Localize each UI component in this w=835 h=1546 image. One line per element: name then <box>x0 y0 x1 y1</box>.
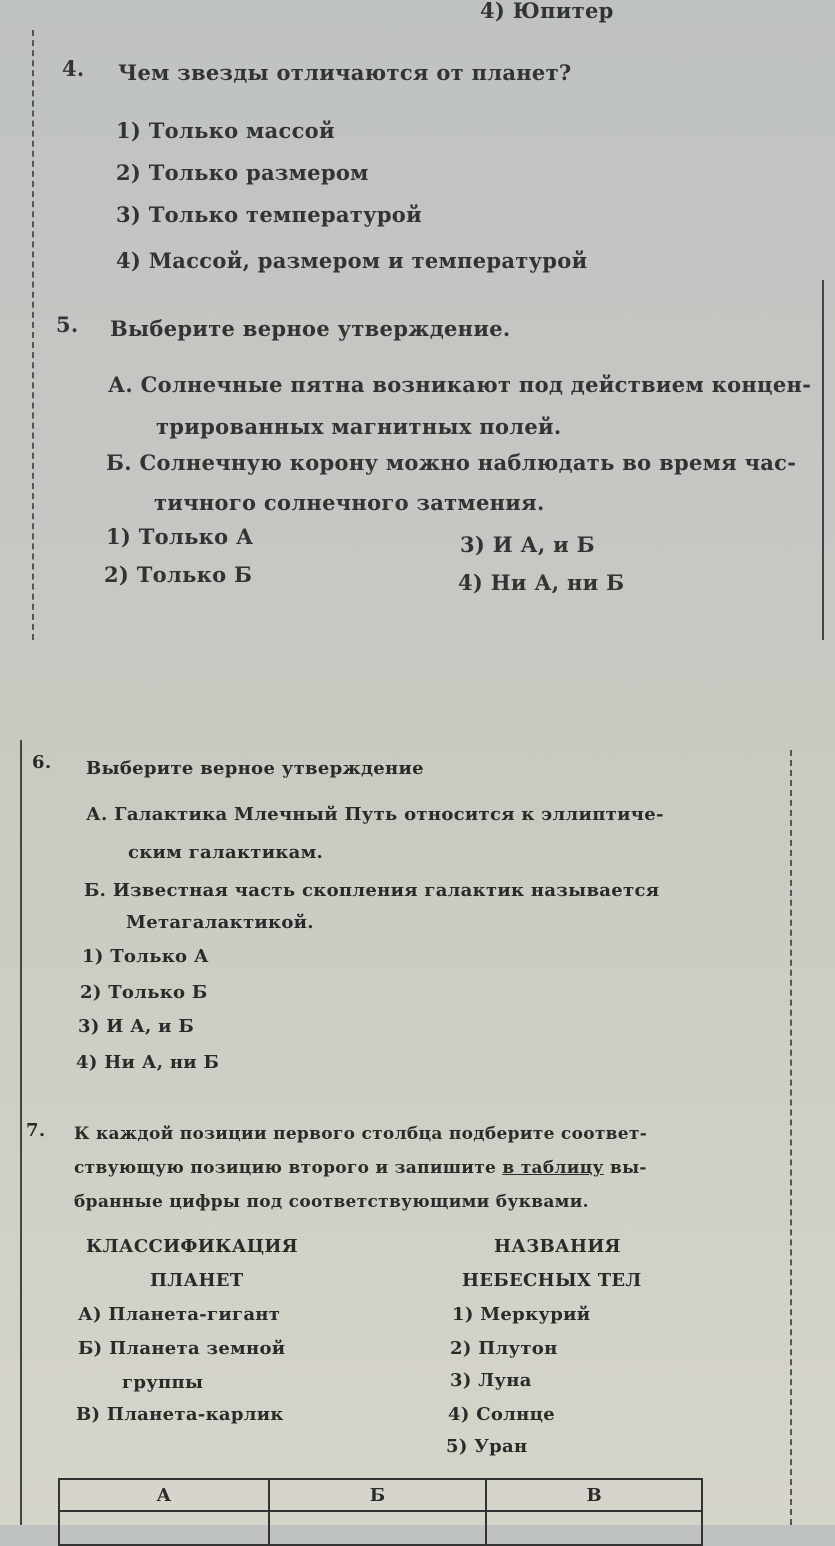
answer-cell-a[interactable] <box>59 1511 269 1545</box>
answer-table <box>58 1478 703 1546</box>
answer-option: 2) Только размером <box>116 160 369 185</box>
table-header-b: Б <box>269 1479 487 1511</box>
page-margin-right-top <box>822 280 824 640</box>
left-column-header-2: ПЛАНЕТ <box>150 1270 244 1291</box>
page-margin-dashes-bottom <box>790 750 792 1525</box>
right-item: 2) Плутон <box>450 1338 558 1359</box>
question-text: Чем звезды отличаются от планет? <box>118 60 572 85</box>
question-text: Выберите верное утверждение. <box>110 316 511 341</box>
statement-a: А. Солнечные пятна возникают под действием концен- <box>108 372 812 397</box>
statement-b-cont: тичного солнечного затмения. <box>154 490 545 515</box>
answer-option: 2) Только Б <box>104 562 253 587</box>
question-number: 5. <box>56 312 79 337</box>
left-item-cont: группы <box>122 1372 204 1393</box>
answer-option: 4) Ни А, ни Б <box>76 1052 220 1073</box>
underlined-text: в таблицу <box>502 1158 604 1178</box>
left-item: А) Планета-гигант <box>78 1304 281 1325</box>
question-number: 4. <box>62 56 85 81</box>
answer-cell-b[interactable] <box>269 1511 487 1545</box>
answer-cell-v[interactable] <box>486 1511 702 1545</box>
statement-a-cont: трированных магнитных полей. <box>156 414 562 439</box>
answer-option: 4) Массой, размером и температурой <box>116 248 588 273</box>
answer-option: 1) Только массой <box>116 118 335 143</box>
statement-b-cont: Метагалактикой. <box>126 912 314 933</box>
text: ствующую позицию второго и запишите <box>74 1158 503 1178</box>
page-margin-left-bottom <box>20 740 22 1525</box>
right-column-header: НАЗВАНИЯ <box>494 1236 621 1257</box>
question-number: 6. <box>32 752 52 773</box>
statement-a-cont: ским галактикам. <box>128 842 324 863</box>
right-item: 1) Меркурий <box>452 1304 591 1325</box>
page-margin-dashes-top <box>32 30 34 640</box>
table-header-a: А <box>59 1479 269 1511</box>
right-item: 3) Луна <box>450 1370 532 1391</box>
right-item: 5) Уран <box>446 1436 528 1457</box>
question-text-line2 <box>74 1158 647 1178</box>
answer-option: 4) Ни А, ни Б <box>458 570 625 595</box>
statement-a: А. Галактика Млечный Путь относится к эллиптиче- <box>86 804 664 825</box>
question-text: К каждой позиции первого столбца подберите соответ- <box>74 1124 648 1144</box>
answer-option: 1) Только А <box>106 524 254 549</box>
answer-option: 1) Только А <box>82 946 209 967</box>
prev-option: 4) Юпитер <box>480 0 614 23</box>
text: вы- <box>603 1158 647 1178</box>
answer-option: 3) И А, и Б <box>460 532 595 557</box>
right-column-header-2: НЕБЕСНЫХ ТЕЛ <box>462 1270 642 1291</box>
question-text: Выберите верное утверждение <box>86 758 424 779</box>
answer-option: 3) И А, и Б <box>78 1016 195 1037</box>
table-header-v: В <box>486 1479 702 1511</box>
statement-b: Б. Известная часть скопления галактик называется <box>84 880 660 901</box>
left-item: Б) Планета земной <box>78 1338 286 1359</box>
right-item: 4) Солнце <box>448 1404 555 1425</box>
question-number: 7. <box>26 1120 46 1141</box>
left-item: В) Планета-карлик <box>76 1404 284 1425</box>
left-column-header: КЛАССИФИКАЦИЯ <box>86 1236 298 1257</box>
answer-option: 2) Только Б <box>80 982 208 1003</box>
answer-option: 3) Только температурой <box>116 202 422 227</box>
question-text-line3: бранные цифры под соответствующими буквами. <box>74 1192 589 1212</box>
statement-b: Б. Солнечную корону можно наблюдать во время час- <box>106 450 797 475</box>
